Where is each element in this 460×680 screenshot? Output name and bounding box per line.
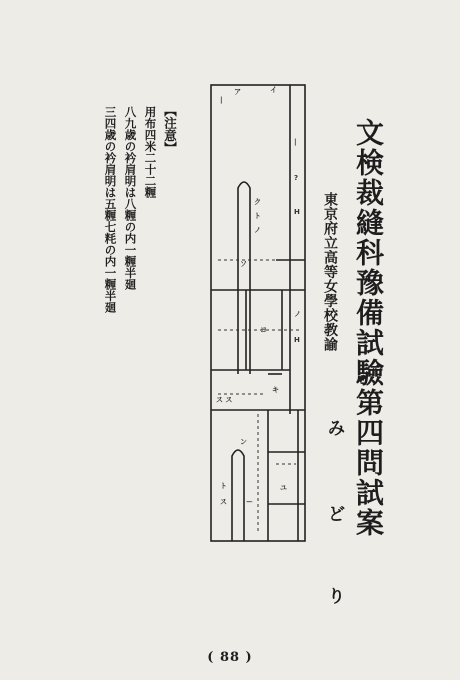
svg-text:ト: ト bbox=[254, 212, 261, 220]
svg-text:ア: ア bbox=[234, 88, 241, 96]
svg-text:?: ? bbox=[294, 174, 299, 182]
svg-text:イ: イ bbox=[270, 86, 277, 94]
svg-text:キ: キ bbox=[272, 386, 279, 394]
page-number: ( 88 ) bbox=[207, 650, 253, 665]
note-line: 三四歳の衿肩明は五糎七粍の内一糎半廻 bbox=[103, 106, 118, 313]
svg-text:|: | bbox=[294, 138, 297, 146]
svg-text:H: H bbox=[294, 336, 300, 344]
svg-text:ク: ク bbox=[254, 198, 261, 206]
svg-text:ヨ: ヨ bbox=[260, 326, 267, 334]
page-title: 文検裁縫科豫備試驗第四問試案 bbox=[352, 118, 385, 538]
svg-text:ユ: ユ bbox=[280, 484, 287, 492]
cutting-layout-diagram bbox=[210, 84, 306, 542]
svg-text:H: H bbox=[294, 208, 300, 216]
svg-text:ン: ン bbox=[240, 438, 247, 446]
note-line: 用布四米二十二糎 bbox=[143, 106, 158, 198]
svg-text:ス: ス bbox=[220, 498, 227, 506]
svg-text:ー: ー bbox=[246, 498, 253, 506]
svg-text:ノ: ノ bbox=[254, 226, 261, 234]
svg-text:ス ス: ス ス bbox=[216, 396, 233, 404]
author-name-char: り bbox=[328, 587, 345, 607]
svg-text:ソ: ソ bbox=[240, 260, 247, 268]
notes-heading: 【注意】 bbox=[162, 104, 178, 154]
svg-text:|: | bbox=[220, 96, 223, 104]
cutting-layout-svg bbox=[210, 84, 306, 542]
author-name-char: ど bbox=[328, 505, 345, 525]
svg-text:ノ: ノ bbox=[294, 310, 301, 318]
author-name-char: み bbox=[328, 419, 345, 439]
svg-text:ト: ト bbox=[220, 482, 227, 490]
author-affiliation: 東京府立高等女學校教諭 bbox=[322, 192, 338, 352]
note-line: 八九歳の衿肩明は八糎の内一糎半廻 bbox=[123, 106, 138, 290]
